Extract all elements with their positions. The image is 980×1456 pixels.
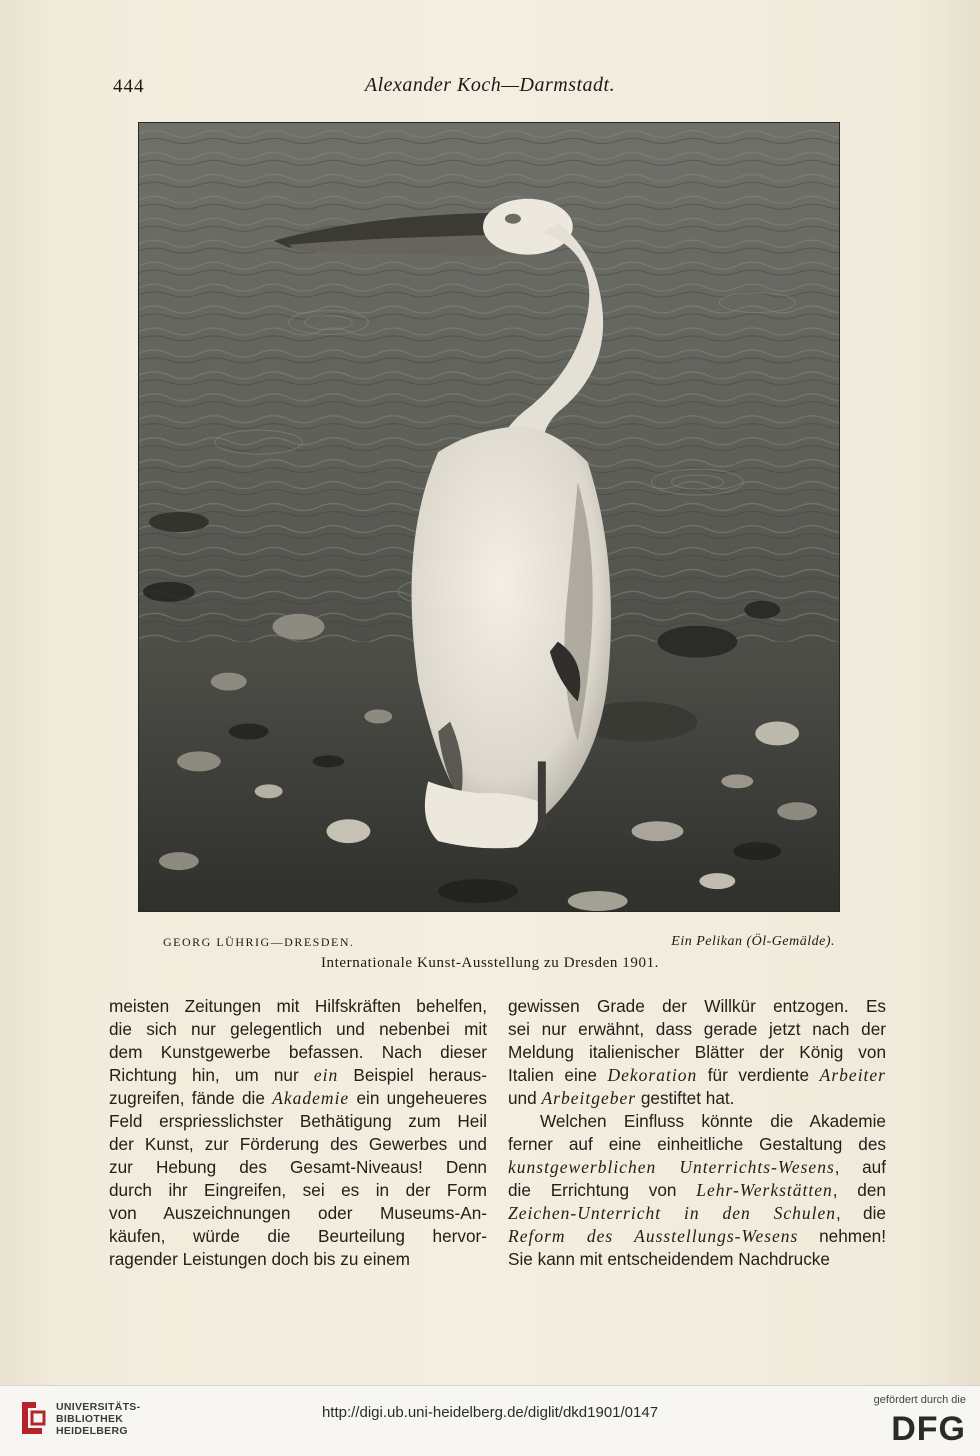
text-run: , die (836, 1203, 886, 1223)
text-line (508, 1156, 886, 1179)
caption-exhibition: Internationale Kunst-Ausstellung zu Dresden 1901. (320, 955, 660, 971)
text-line: Welchen Einfluss könnte die Akademie (540, 1111, 886, 1131)
emphasis-text: Arbeitgeber (541, 1088, 637, 1108)
text-run: , den (832, 1180, 886, 1200)
institution-line: UNIVERSITÄTS- (56, 1401, 141, 1413)
text-line (508, 1064, 886, 1087)
institution-line: HEIDELBERG (56, 1425, 128, 1437)
text-line: Meldung italienischer Blätter der König von (508, 1042, 886, 1062)
text-line (508, 1225, 886, 1248)
caption-artist: GEORG LÜHRIG—DRESDEN. (163, 935, 355, 949)
text-line: meisten Zeitungen mit Hilfskräften behelfen, (109, 996, 487, 1016)
pelican-painting-image (138, 122, 840, 912)
pelican-painting-illustration (139, 123, 839, 911)
text-line: käufen, würde die Beurteilung hervor- (109, 1226, 487, 1246)
text-line: dem Kunstgewerbe befassen. Nach dieser (109, 1042, 487, 1062)
text-column-left (109, 995, 487, 1271)
text-run: Richtung hin, um nur (109, 1065, 314, 1085)
text-line (508, 1202, 886, 1225)
footer-url-link[interactable]: http://digi.ub.uni-heidelberg.de/diglit/dkd1901/0147 (321, 1404, 659, 1421)
text-run: Beispiel heraus- (338, 1065, 487, 1085)
text-line (508, 1179, 886, 1202)
text-line (109, 1064, 487, 1087)
text-line: ragender Leistungen doch bis zu einem (109, 1249, 410, 1269)
emphasis-text: Akademie (272, 1088, 350, 1108)
text-column-right (508, 995, 886, 1271)
page-number: 444 (113, 76, 145, 97)
dfg-logo: DFG (891, 1410, 966, 1448)
text-line: durch ihr Eingreifen, sei es in der Form (109, 1180, 487, 1200)
text-line: von Auszeichnungen oder Museums-An- (109, 1203, 487, 1223)
text-line: zur Hebung des Gesamt-Niveaus! Denn (109, 1157, 487, 1177)
emphasis-text: Reform des Ausstellungs-Wesens (508, 1226, 799, 1246)
emphasis-text: Arbeiter (819, 1065, 886, 1085)
text-line (109, 1087, 487, 1110)
text-run: Italien eine (508, 1065, 608, 1085)
text-line: die sich nur gelegentlich und nebenbei mit (109, 1019, 487, 1039)
text-run: nehmen! (798, 1226, 886, 1246)
text-run: die Errichtung von (508, 1180, 697, 1200)
caption-title: Ein Pelikan (Öl-Gemälde). (671, 934, 835, 949)
text-line: sei nur erwähnt, dass gerade jetzt nach der (508, 1019, 886, 1039)
footer-sponsor-label: gefördert durch die (873, 1394, 966, 1406)
emphasis-text: ein (313, 1065, 339, 1085)
text-run: , auf (834, 1157, 886, 1177)
text-line: der Kunst, zur Förderung des Gewerbes und (109, 1134, 487, 1154)
emphasis-text: Zeichen-Unterricht in den Schulen (508, 1203, 836, 1223)
text-line: gewissen Grade der Willkür entzogen. Es (508, 996, 886, 1016)
institution-line: BIBLIOTHEK (56, 1413, 124, 1425)
emphasis-text: Lehr-Werkstätten (696, 1180, 833, 1200)
text-run: gestiftet hat. (636, 1088, 735, 1108)
text-run: und (508, 1088, 542, 1108)
text-line (508, 1087, 886, 1110)
text-line: Sie kann mit entscheidendem Nachdrucke (508, 1249, 830, 1269)
text-run: für verdiente (697, 1065, 820, 1085)
running-head: Alexander Koch—Darmstadt. (364, 74, 616, 96)
text-run: ein ungeheueres (349, 1088, 487, 1108)
text-line: Feld erspriesslichster Bethätigung zum Heil (109, 1111, 487, 1131)
text-line: ferner auf eine einheitliche Gestaltung des (508, 1134, 886, 1154)
emphasis-text: Dekoration (607, 1065, 698, 1085)
emphasis-text: kunstgewerblichen Unterrichts-Wesens (508, 1157, 835, 1177)
text-run: zugreifen, fände die (109, 1088, 273, 1108)
